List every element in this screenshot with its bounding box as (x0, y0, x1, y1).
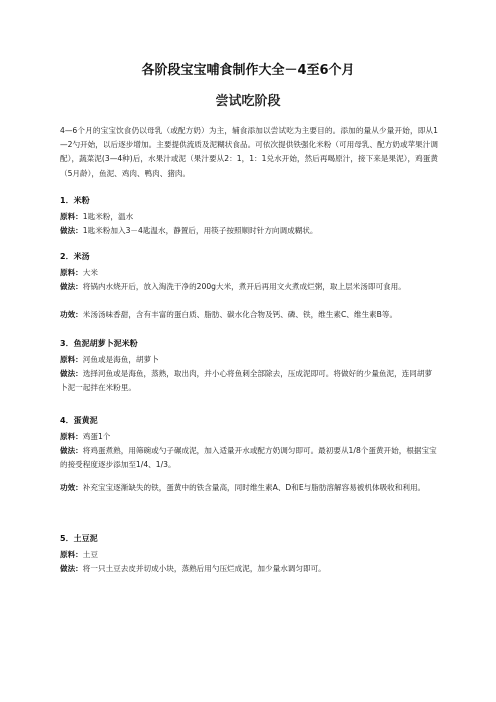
ingredients-label: 原料： (60, 268, 83, 277)
section-3-ingredients (60, 353, 438, 367)
ingredients-text: 1匙米粉，温水 (82, 212, 134, 221)
section-heading-rice-flour: 1．米粉 (60, 196, 90, 205)
ingredients-label: 原料： (60, 432, 83, 441)
effect-label: 功效： (60, 310, 83, 319)
intro-paragraph: 4—6个月的宝宝饮食仍以母乳（或配方奶）为主，辅食添加以尝试吃为主要目的。添加的量从少量开始，即从1—2勺开始，以后逐步增加。主要提供流质及泥糊状食品。可依次提供铁强化米粉（可用母乳、配方奶或苹果汁调配），蔬菜泥(3—4种)后，水果汁或泥（果汁要从2：1，1：1兑水开始，然后再喝原汁，接下来是果泥），鸡蛋黄（5月龄），鱼泥、鸡肉、鸭肉、猪肉。 (60, 126, 438, 178)
effect-label: 功效： (60, 483, 83, 492)
method-text: 1匙米粉加入3－4匙温水，静置后，用筷子按照顺时针方向调成糊状。 (82, 226, 318, 235)
section-heading-potato: 5．土豆泥 (60, 534, 98, 543)
section-4-ingredients (60, 430, 438, 444)
method-text: 将鸡蛋煮熟，用筛碗或勺子碾成泥，加入适量开水或配方奶调匀即可。最初要从1/8个蛋黄开始，根据宝宝的接受程度逐步添加至1/4、1/3。 (60, 446, 437, 470)
ingredients-text: 鸡蛋1个 (82, 432, 111, 441)
section-1-method (60, 224, 438, 238)
section-4-effect (60, 481, 438, 495)
section-5-ingredients (60, 548, 438, 562)
section-2-method (60, 280, 438, 294)
section-1-ingredients (60, 210, 438, 224)
method-text: 将一只土豆去皮并切成小块，蒸熟后用勺压烂成泥，加少量水调匀即可。 (82, 564, 326, 573)
ingredients-label: 原料： (60, 355, 83, 364)
ingredients-label: 原料： (60, 550, 83, 559)
section-5-method (60, 562, 438, 576)
effect-text: 补充宝宝逐渐缺失的铁，蛋黄中的铁含量高，同时维生素A、D和E与脂肪溶解容易被机体吸收和利用。 (82, 483, 426, 492)
effect-text: 米汤汤味香甜，含有丰富的蛋白质、脂肪、碳水化合物及钙、磷、铁，维生素C、维生素B等。 (82, 310, 398, 319)
method-label: 做法： (60, 369, 83, 378)
document-title: 各阶段宝宝哺食制作大全－4至6个月 (141, 63, 355, 78)
method-label: 做法： (60, 282, 83, 291)
method-label: 做法： (60, 226, 83, 235)
method-text: 选择河鱼或是海鱼，蒸熟，取出肉，并小心将鱼刺全部除去，压成泥即可。将做好的少量鱼泥，连同胡萝卜泥一起拌在米粉里。 (60, 369, 433, 393)
section-3-method (60, 367, 438, 395)
ingredients-text: 河鱼或是海鱼，胡萝卜 (82, 355, 159, 364)
ingredients-label: 原料： (60, 212, 83, 221)
section-heading-rice-soup: 2．米汤 (60, 252, 90, 261)
section-heading-egg-yolk: 4．蛋黄泥 (60, 416, 98, 425)
section-2-effect (60, 308, 438, 322)
section-4-method (60, 444, 438, 472)
section-heading-fish-carrot: 3．鱼泥胡萝卜泥米粉 (60, 339, 138, 348)
section-2-ingredients (60, 266, 438, 280)
ingredients-text: 土豆 (82, 550, 98, 559)
ingredients-text: 大米 (82, 268, 98, 277)
method-text: 将锅内水烧开后，放入淘洗干净的200g大米，煮开后再用文火煮成烂粥，取上层米汤即可食用。 (82, 282, 406, 291)
method-label: 做法： (60, 446, 83, 455)
document-subtitle: 尝试吃阶段 (215, 94, 281, 109)
method-label: 做法： (60, 564, 83, 573)
